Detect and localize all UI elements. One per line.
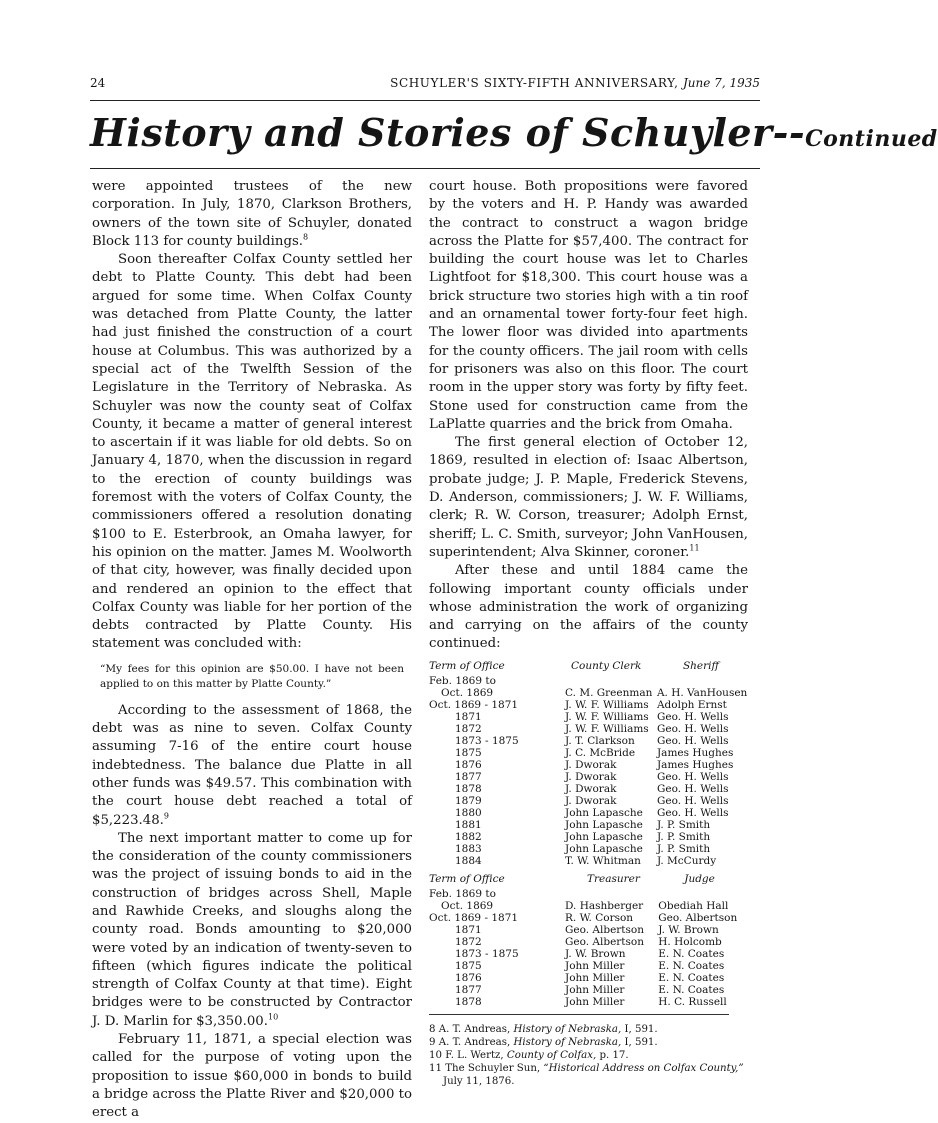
- official-cell: John Miller: [565, 959, 625, 972]
- right-column: [429, 178, 748, 1088]
- term-cell: Oct. 1869: [441, 686, 494, 699]
- official-cell-2: Geo. H. Wells: [656, 794, 729, 807]
- left-paragraph-2: Soon thereafter Colfax County settled her debt to Platte County. This debt had been argued for some time. When Colfax County was detached from Platte County, the latter had just finished the construction of a court house at Columbus. This was authorized by a special act of the Twelfth Session of the Legislature in the Territory of Nebraska. As Schuyler was now the county seat of Colfax County, it became a matter of general interest to ascertain if it was liable for old debts. So on January 4, 1870, when the discussion in regard to the erection of county buildings was foremost with the voters of Colfax County, the commissioners offered a resolution donating $100 to E. Esterbrook, an Omaha lawyer, for his opinion on the matter. James M. Woolworth of that city, however, was finally decided upon and rendered an opinion to the effect that Colfax County was liable for her portion of the debts contracted by Platte County. His statement was concluded with:: [92, 252, 412, 652]
- official-cell-2: Adolph Ernst: [656, 698, 727, 711]
- footnote-work: History of Nebraska,: [513, 1023, 622, 1035]
- official-cell: John Lapasche: [565, 806, 643, 819]
- table-row: [429, 687, 748, 699]
- official-cell: John Miller: [565, 983, 625, 996]
- footnote-number: 11: [429, 1062, 442, 1074]
- official-cell-2: E. N. Coates: [658, 959, 725, 972]
- term-cell: Feb. 1869 to: [429, 887, 496, 900]
- term-cell: 1871: [455, 710, 482, 723]
- official-cell-2: Obediah Hall: [658, 899, 729, 912]
- official-cell: J. W. Brown: [565, 947, 626, 960]
- page-title: [90, 110, 938, 155]
- footnote-number: 8: [429, 1023, 436, 1035]
- footnote-work: County of Colfax,: [506, 1049, 597, 1061]
- column-header: County Clerk: [571, 659, 642, 672]
- term-cell: Feb. 1869 to: [429, 674, 496, 687]
- footnote-author: F. L. Wertz,: [445, 1049, 504, 1061]
- table-row: [429, 948, 748, 960]
- table-row: [429, 900, 748, 912]
- table-row: [429, 843, 748, 855]
- footnote-work: History of Nebraska,: [513, 1036, 622, 1048]
- footnote-work: “Historical Address on Colfax County,”: [543, 1062, 744, 1074]
- left-paragraph-1: [92, 178, 412, 251]
- table-row: [429, 819, 748, 831]
- footnote-number: 10: [429, 1049, 442, 1061]
- table-row: [429, 675, 748, 687]
- table-row: [429, 855, 748, 867]
- footnote-ref[interactable]: 8: [303, 232, 309, 242]
- page-number: 24: [90, 76, 106, 90]
- table-row: [429, 912, 748, 924]
- footnote: [429, 1036, 748, 1049]
- term-cell: 1879: [455, 794, 482, 807]
- footnote-ref[interactable]: 10: [268, 1012, 279, 1022]
- official-cell: J. Dworak: [565, 782, 617, 795]
- page-header: [90, 76, 760, 96]
- official-cell-2: [654, 888, 748, 900]
- table-row: [429, 984, 748, 996]
- official-cell: John Miller: [565, 971, 625, 984]
- official-cell-2: [653, 675, 748, 687]
- running-title: [390, 76, 760, 90]
- term-cell: 1878: [455, 995, 482, 1008]
- running-title-text: SCHUYLER'S SIXTY-FIFTH ANNIVERSARY,: [390, 76, 679, 90]
- official-cell: J. W. F. Williams: [565, 722, 649, 735]
- table-row: [429, 795, 748, 807]
- paragraph-text: were appointed trustees of the new corporation. In July, 1870, Clarkson Brothers, owners of the town site of Schuyler, donated Block 113 for county buildings.: [92, 179, 412, 249]
- official-cell: J. T. Clarkson: [565, 734, 635, 747]
- official-cell-2: E. N. Coates: [658, 971, 725, 984]
- term-cell: 1875: [455, 959, 482, 972]
- footnote-number: 9: [429, 1036, 436, 1048]
- left-paragraph-4: [92, 830, 412, 1031]
- footnote-detail: I, 591.: [624, 1023, 658, 1035]
- term-cell: 1872: [455, 722, 482, 735]
- official-cell: John Lapasche: [565, 818, 643, 831]
- term-cell: 1873 - 1875: [455, 947, 519, 960]
- right-paragraph-3: After these and until 1884 came the following important county officials under whose administration the work of organizing and carrying on the affairs of the county continued:: [429, 563, 748, 652]
- official-cell-2: J. McCurdy: [656, 854, 717, 867]
- term-cell: 1884: [455, 854, 482, 867]
- paragraph-text: According to the assessment of 1868, the debt was as nine to seven. Colfax County assuming 7-16 of the entire court house indebtedness. The balance due Platte in all other funds was $49.57. This combination with the court house debt reached a total of $5,223.48.: [92, 702, 412, 828]
- term-cell: 1877: [455, 983, 482, 996]
- term-cell: 1871: [455, 923, 482, 936]
- official-cell-2: J. P. Smith: [656, 842, 711, 855]
- left-paragraph-3: [92, 702, 412, 830]
- official-cell-2: E. N. Coates: [658, 947, 725, 960]
- term-cell: 1876: [455, 758, 482, 771]
- official-cell-2: Geo. Albertson: [658, 911, 738, 924]
- title-main: History and Stories of Schuyler--: [90, 110, 806, 155]
- table-row: [429, 783, 748, 795]
- woolworth-quote: “My fees for this opinion are $50.00. I have not been applied to on this matter by Platte County.”: [100, 662, 404, 690]
- header-rule: [90, 100, 760, 101]
- title-rule: [90, 168, 760, 169]
- official-cell-2: Geo. H. Wells: [656, 734, 729, 747]
- official-cell: Geo. Albertson: [565, 935, 645, 948]
- official-cell: [565, 675, 653, 687]
- official-cell-2: Geo. H. Wells: [656, 770, 729, 783]
- left-column: [92, 178, 412, 1123]
- right-paragraph-2: [429, 434, 748, 562]
- term-cell: 1883: [455, 842, 482, 855]
- footnote-author: A. T. Andreas,: [438, 1036, 511, 1048]
- official-cell-2: A. H. VanHousen: [656, 686, 748, 699]
- term-cell: 1873 - 1875: [455, 734, 519, 747]
- table-row: [429, 924, 748, 936]
- table-row: [429, 996, 748, 1008]
- term-cell: 1875: [455, 746, 482, 759]
- term-cell: 1872: [455, 935, 482, 948]
- official-cell: J. Dworak: [565, 758, 617, 771]
- official-cell-2: Geo. H. Wells: [656, 782, 729, 795]
- table-row: [429, 723, 748, 735]
- column-header: Sheriff: [682, 659, 719, 672]
- official-cell: T. W. Whitman: [565, 854, 641, 867]
- treasurer-judge-table: [429, 873, 748, 1008]
- term-cell: 1878: [455, 782, 482, 795]
- official-cell-2: James Hughes: [656, 758, 734, 771]
- footnotes: [429, 1023, 748, 1088]
- official-cell: John Lapasche: [565, 830, 643, 843]
- footnote: [429, 1049, 748, 1062]
- official-cell-2: Geo. H. Wells: [656, 710, 729, 723]
- table-row: [429, 771, 748, 783]
- footnote: [429, 1023, 748, 1036]
- table-row: [429, 888, 748, 900]
- official-cell: John Miller: [565, 995, 625, 1008]
- term-cell: 1881: [455, 818, 482, 831]
- official-cell-2: J. P. Smith: [656, 818, 711, 831]
- term-cell: 1877: [455, 770, 482, 783]
- official-cell: [565, 888, 654, 900]
- official-cell: J. W. F. Williams: [565, 698, 649, 711]
- official-cell-2: H. C. Russell: [658, 995, 727, 1008]
- term-cell: Oct. 1869 - 1871: [429, 911, 519, 924]
- official-cell: C. M. Greenman: [565, 686, 653, 699]
- footnote-rule: [429, 1014, 729, 1015]
- official-cell-2: Geo. H. Wells: [656, 806, 729, 819]
- table-row: [429, 960, 748, 972]
- official-cell: R. W. Corson: [565, 911, 634, 924]
- footnote-detail: July 11, 1876.: [443, 1075, 515, 1087]
- term-cell: 1882: [455, 830, 482, 843]
- term-cell: Oct. 1869: [441, 899, 494, 912]
- official-cell: Geo. Albertson: [565, 923, 645, 936]
- footnote-author: A. T. Andreas,: [438, 1023, 511, 1035]
- table-row: [429, 711, 748, 723]
- right-paragraph-1: court house. Both propositions were favored by the voters and H. P. Handy was awarded the contract to construct a wagon bridge across the Platte for $57,400. The contract for building the court house was let to Charles Lightfoot for $18,300. This court house was a brick structure two stories high with a tin roof and an ornamental tower forty-four feet high. The lower floor was divided into apartments for the county officers. The jail room with cells for prisoners was also on this floor. The court room in the upper story was forty by fifty feet. Stone used for construction came from the LaPlatte quarries and the brick from Omaha.: [429, 179, 748, 432]
- term-cell: 1880: [455, 806, 482, 819]
- footnote-ref[interactable]: 11: [689, 543, 700, 553]
- official-cell-2: J. P. Smith: [656, 830, 711, 843]
- official-cell-2: E. N. Coates: [658, 983, 725, 996]
- table-row: [429, 735, 748, 747]
- table-row: [429, 936, 748, 948]
- footnote-detail: I, 591.: [624, 1036, 658, 1048]
- running-date: June 7, 1935: [683, 76, 760, 90]
- table-row: [429, 807, 748, 819]
- footnote: [429, 1062, 748, 1088]
- official-cell-2: J. W. Brown: [658, 923, 719, 936]
- official-cell: J. Dworak: [565, 770, 617, 783]
- title-suffix: Continued: [805, 126, 938, 152]
- table-row: [429, 972, 748, 984]
- table-row: [429, 699, 748, 711]
- official-cell-2: James Hughes: [656, 746, 734, 759]
- footnote-detail: p. 17.: [599, 1049, 629, 1061]
- footnote-author: The Schuyler Sun,: [445, 1062, 541, 1074]
- official-cell: J. C. McBride: [565, 746, 636, 759]
- column-header: Judge: [684, 872, 715, 885]
- official-cell: J. Dworak: [565, 794, 617, 807]
- column-header: Term of Office: [429, 872, 505, 885]
- official-cell-2: H. Holcomb: [658, 935, 722, 948]
- term-cell: Oct. 1869 - 1871: [429, 698, 519, 711]
- official-cell: John Lapasche: [565, 842, 643, 855]
- paragraph-text: The first general election of October 12, 1869, resulted in election of: Isaac Albertson, probate judge; J. P. Maple, Frederick Stevens, D. Anderson, commissioners; J. W. F. Williams, clerk; R. W. Corson, treasurer; Adolph Ernst, sheriff; L. C. Smith, surveyor; John VanHousen, superintendent; Alva Skinner, coroner.: [429, 435, 748, 560]
- table-row: [429, 747, 748, 759]
- column-header: Term of Office: [429, 659, 505, 672]
- official-cell: J. W. F. Williams: [565, 710, 649, 723]
- term-cell: 1876: [455, 971, 482, 984]
- column-header: Treasurer: [587, 872, 640, 885]
- table-row: [429, 759, 748, 771]
- table-row: [429, 831, 748, 843]
- footnote-ref[interactable]: 9: [163, 811, 169, 821]
- paragraph-text: The next important matter to come up for the consideration of the county commissioners was the project of issuing bonds to aid in the construction of bridges across Shell, Maple and Rawhide Creeks, and sloughs along the county road. Bonds amounting to $20,000 were voted by an indication of twenty-seven to fifteen (which figures indicate the political strength of Colfax County at that time). Eight bridges were to be constructed by Contractor J. D. Marlin for $3,350.00.: [92, 830, 412, 1029]
- official-cell-2: Geo. H. Wells: [656, 722, 729, 735]
- left-paragraph-5: February 11, 1871, a special election was called for the purpose of voting upon the proposition to issue $60,000 in bonds to build a bridge across the Platte River and $20,000 to erect a: [92, 1032, 412, 1121]
- official-cell: D. Hashberger: [565, 899, 644, 912]
- clerk-sheriff-table: [429, 660, 748, 867]
